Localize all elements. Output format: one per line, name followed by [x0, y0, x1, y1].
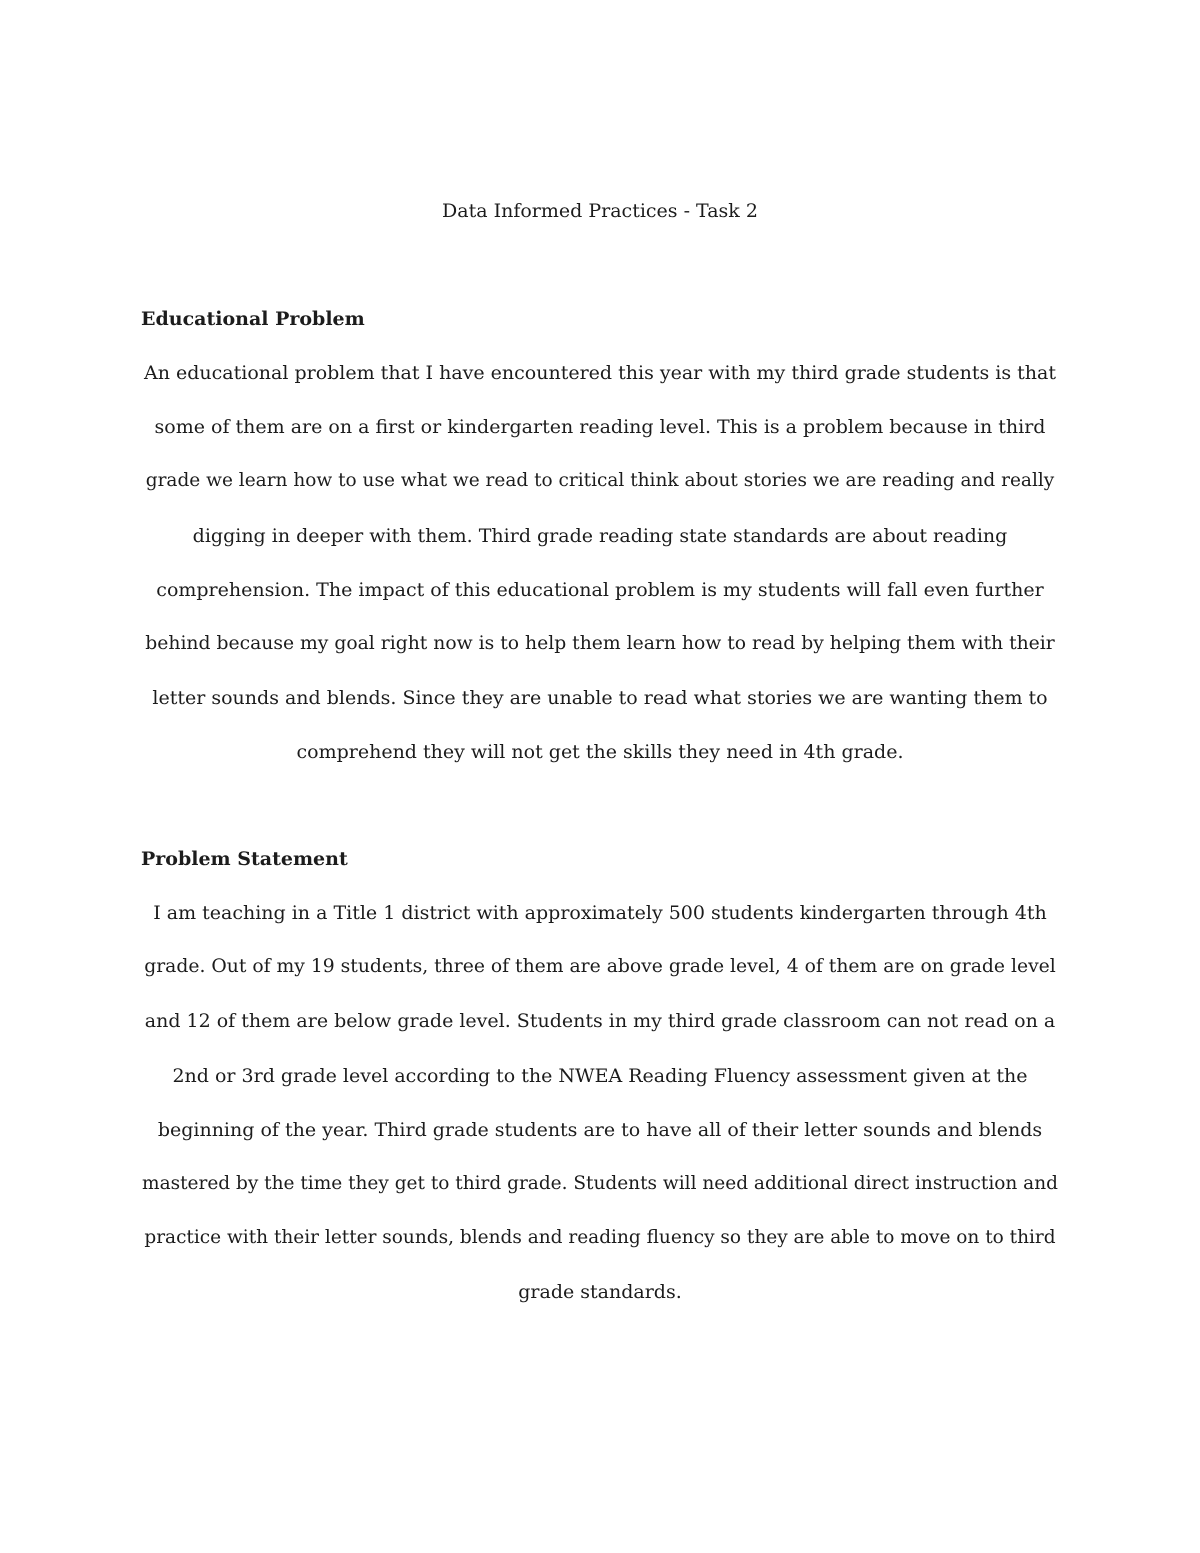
paragraph-line: I am teaching in a Title 1 district with approximately 500 students kindergarten through 4th: [153, 902, 1047, 924]
paragraph-line: An educational problem that I have encountered this year with my third grade students is that: [144, 362, 1056, 384]
paragraph-line: and 12 of them are below grade level. Students in my third grade classroom can not read on a: [144, 1010, 1056, 1033]
paragraph-line: behind because my goal right now is to help them learn how to read by helping them with their: [145, 633, 1055, 655]
paragraph-line: grade we learn how to use what we read to critical think about stories we are reading and really: [145, 470, 1055, 492]
section-paragraph-educational-problem: [141, 346, 1059, 780]
paragraph-line: letter sounds and blends. Since they are unable to read what stories we are wanting them to: [152, 687, 1048, 710]
paragraph-line: digging in deeper with them. Third grade reading state standards are about reading: [192, 524, 1008, 547]
document-title: Data Informed Practices - Task 2: [442, 200, 758, 222]
section-paragraph-problem-statement: [141, 886, 1059, 1320]
paragraph-line: beginning of the year. Third grade students are to have all of their letter sounds and blends: [157, 1118, 1043, 1141]
section-heading-problem-statement: Problem Statement: [141, 848, 348, 870]
paragraph-line: comprehension. The impact of this educational problem is my students will fall even further: [156, 578, 1044, 601]
paragraph-line: some of them are on a first or kindergarten reading level. This is a problem because in third: [154, 416, 1046, 439]
paragraph-line: practice with their letter sounds, blends and reading fluency so they are able to move on to third: [144, 1227, 1056, 1249]
paragraph-line: comprehend they will not get the skills they need in 4th grade.: [296, 741, 904, 764]
section-heading-educational-problem: Educational Problem: [141, 308, 365, 330]
paragraph-line: grade standards.: [518, 1281, 682, 1304]
paragraph-line: 2nd or 3rd grade level according to the NWEA Reading Fluency assessment given at the: [172, 1064, 1028, 1087]
paragraph-line: mastered by the time they get to third grade. Students will need additional direct instruction and: [142, 1173, 1058, 1195]
paragraph-line: grade. Out of my 19 students, three of them are above grade level, 4 of them are on grade level: [144, 956, 1056, 978]
